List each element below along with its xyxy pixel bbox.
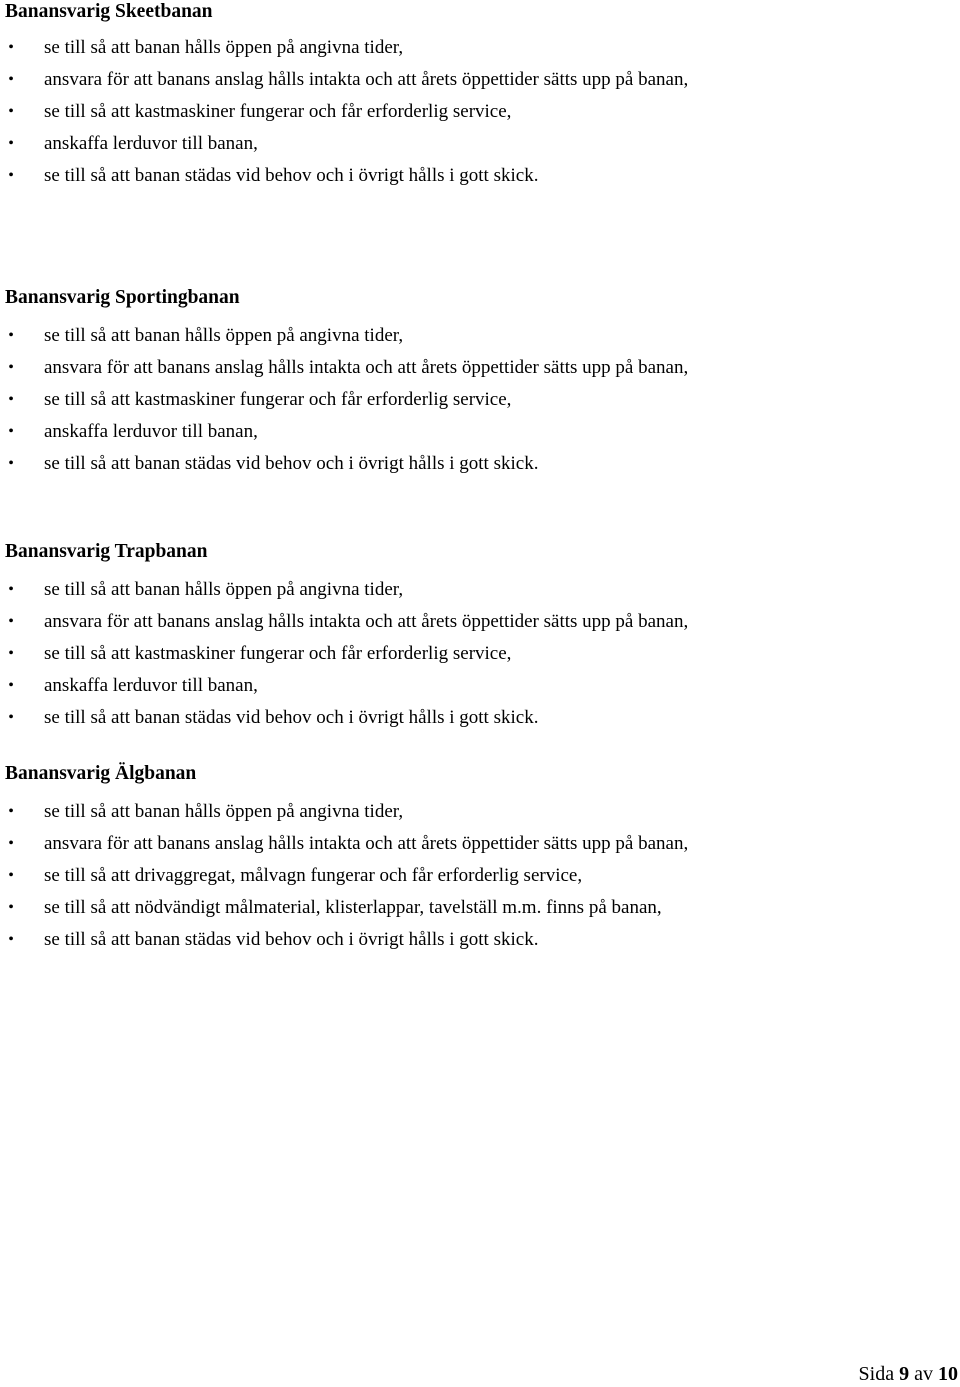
list-item-text: se till så att banan hålls öppen på angivna tider, xyxy=(44,801,404,822)
list-item-text: se till så att banan städas vid behov och i övrigt hålls i gott skick. xyxy=(44,707,539,728)
bullet-icon: • xyxy=(8,39,14,56)
list-item-text: se till så att banan hålls öppen på angivna tider, xyxy=(44,325,404,346)
list-item xyxy=(5,96,945,128)
section-skeetbanan xyxy=(5,0,945,192)
list-item-text: ansvara för att banans anslag hålls intakta och att årets öppettider sätts upp på banan, xyxy=(44,357,689,378)
list-item xyxy=(5,702,945,734)
list-item-text: se till så att banan städas vid behov och i övrigt hålls i gott skick. xyxy=(44,453,539,474)
section-algbanan xyxy=(5,762,945,956)
total-pages: 10 xyxy=(938,1363,958,1385)
bullet-icon: • xyxy=(8,867,14,884)
bullet-icon: • xyxy=(8,899,14,916)
of-word: av xyxy=(914,1363,933,1385)
bullet-icon: • xyxy=(8,645,14,662)
bullet-icon: • xyxy=(8,391,14,408)
section-heading: Banansvarig Skeetbanan xyxy=(5,1,213,22)
page-word: Sida xyxy=(858,1363,895,1385)
list-item xyxy=(5,638,945,670)
list-item-text: se till så att banan städas vid behov och i övrigt hålls i gott skick. xyxy=(44,929,539,950)
list-item xyxy=(5,892,945,924)
list-item xyxy=(5,860,945,892)
list-item xyxy=(5,416,945,448)
list-item-text: se till så att kastmaskiner fungerar och får erforderlig service, xyxy=(44,389,512,410)
section-heading: Banansvarig Sportingbanan xyxy=(5,287,240,308)
bullet-icon: • xyxy=(8,135,14,152)
list-item-text: se till så att kastmaskiner fungerar och får erforderlig service, xyxy=(44,101,512,122)
bullet-icon: • xyxy=(8,613,14,630)
list-item xyxy=(5,32,945,64)
bullet-icon: • xyxy=(8,423,14,440)
list-item-text: se till så att banan hålls öppen på angivna tider, xyxy=(44,37,404,58)
bullet-icon: • xyxy=(8,803,14,820)
bullet-icon: • xyxy=(8,359,14,376)
bullet-icon: • xyxy=(8,327,14,344)
bullet-icon: • xyxy=(8,455,14,472)
duty-list xyxy=(5,32,945,192)
list-item-text: se till så att banan städas vid behov och i övrigt hålls i gott skick. xyxy=(44,165,539,186)
section-heading: Banansvarig Älgbanan xyxy=(5,763,197,784)
list-item-text: se till så att kastmaskiner fungerar och får erforderlig service, xyxy=(44,643,512,664)
duty-list xyxy=(5,574,945,734)
list-item-text: ansvara för att banans anslag hålls intakta och att årets öppettider sätts upp på banan, xyxy=(44,611,689,632)
list-item xyxy=(5,160,945,192)
list-item-text: ansvara för att banans anslag hålls intakta och att årets öppettider sätts upp på banan, xyxy=(44,833,689,854)
bullet-icon: • xyxy=(8,677,14,694)
bullet-icon: • xyxy=(8,167,14,184)
list-item xyxy=(5,606,945,638)
page-number: 9 xyxy=(899,1363,910,1385)
list-item xyxy=(5,796,945,828)
page-indicator xyxy=(859,1361,958,1387)
list-item xyxy=(5,352,945,384)
duty-list xyxy=(5,320,945,480)
list-item xyxy=(5,828,945,860)
bullet-icon: • xyxy=(8,103,14,120)
list-item xyxy=(5,128,945,160)
bullet-icon: • xyxy=(8,931,14,948)
list-item-text: anskaffa lerduvor till banan, xyxy=(44,675,258,696)
list-item-text: ansvara för att banans anslag hålls intakta och att årets öppettider sätts upp på banan, xyxy=(44,69,689,90)
list-item xyxy=(5,574,945,606)
bullet-icon: • xyxy=(8,71,14,88)
list-item-text: se till så att nödvändigt målmaterial, klisterlappar, tavelställ m.m. finns på banan, xyxy=(44,897,662,918)
section-heading: Banansvarig Trapbanan xyxy=(5,541,208,562)
list-item xyxy=(5,384,945,416)
list-item-text: se till så att banan hålls öppen på angivna tider, xyxy=(44,579,404,600)
list-item xyxy=(5,448,945,480)
section-trapbanan xyxy=(5,540,945,734)
list-item-text: anskaffa lerduvor till banan, xyxy=(44,421,258,442)
list-item-text: anskaffa lerduvor till banan, xyxy=(44,133,258,154)
bullet-icon: • xyxy=(8,835,14,852)
list-item xyxy=(5,924,945,956)
list-item xyxy=(5,670,945,702)
duty-list xyxy=(5,796,945,956)
list-item xyxy=(5,64,945,96)
bullet-icon: • xyxy=(8,709,14,726)
section-sportingbanan xyxy=(5,286,945,480)
list-item xyxy=(5,320,945,352)
bullet-icon: • xyxy=(8,581,14,598)
list-item-text: se till så att drivaggregat, målvagn fungerar och får erforderlig service, xyxy=(44,865,583,886)
